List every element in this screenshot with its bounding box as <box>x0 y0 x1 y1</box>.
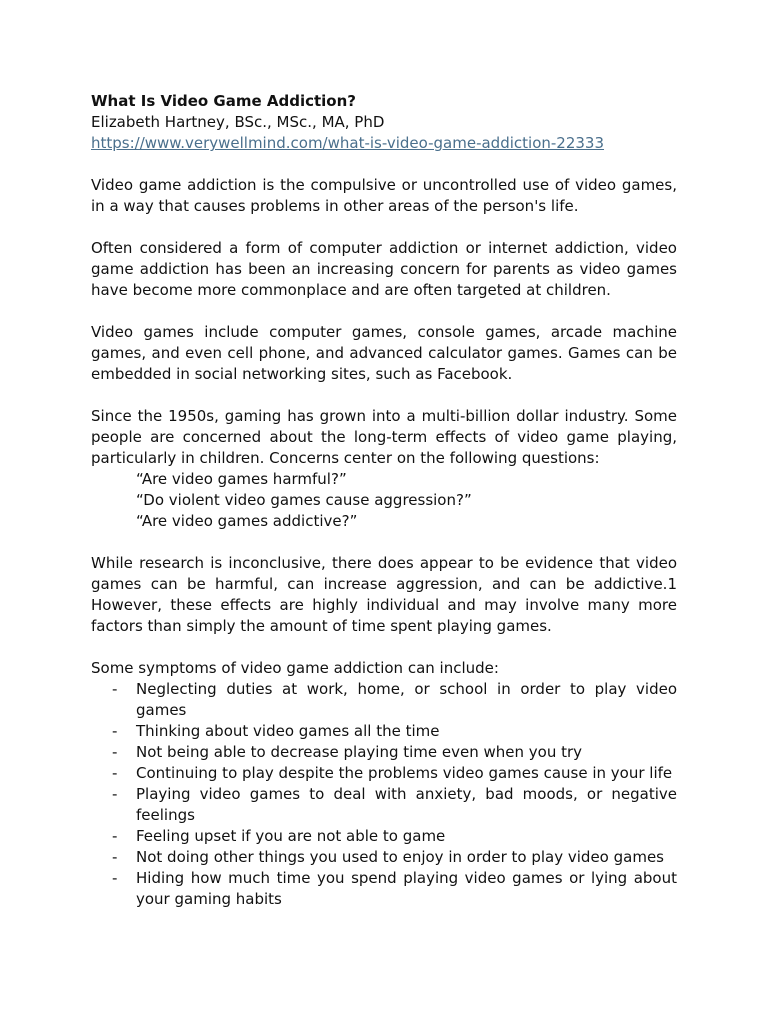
question-line: “Are video games harmful?” <box>136 470 347 488</box>
document-title: What Is Video Game Addiction? <box>91 92 356 110</box>
source-link[interactable]: https://www.verywellmind.com/what-is-video-game-addiction-22333 <box>91 134 605 152</box>
list-item <box>91 784 677 826</box>
list-bullet: - <box>112 785 118 803</box>
list-item <box>91 721 677 742</box>
paragraph-game-types: Video games include computer games, console games, arcade machine games, and even cell phone, and advanced calculator games. Games can be embedded in social networking sites, such as Facebook. <box>91 323 677 383</box>
symptoms-list <box>91 679 677 910</box>
question-line: “Are video games addictive?” <box>136 512 358 530</box>
list-item-text: Feeling upset if you are not able to game <box>136 827 446 845</box>
list-item <box>91 742 677 763</box>
list-bullet: - <box>112 764 118 782</box>
list-bullet: - <box>112 848 118 866</box>
list-item <box>91 826 677 847</box>
list-item <box>91 847 677 868</box>
list-item-text: Hiding how much time you spend playing video games or lying about your gaming habits <box>136 869 677 908</box>
list-item <box>91 679 677 721</box>
paragraph-industry: Since the 1950s, gaming has grown into a multi-billion dollar industry. Some people are concerned about the long-term effects of video game playing, particularly in children. Concerns center on the following questions: <box>91 407 677 467</box>
author-line: Elizabeth Hartney, BSc., MSc., MA, PhD <box>91 113 385 131</box>
list-item-text: Neglecting duties at work, home, or school in order to play video games <box>136 680 677 719</box>
symptoms-intro: Some symptoms of video game addiction can include: <box>91 659 499 677</box>
list-item <box>91 763 677 784</box>
paragraph-research: While research is inconclusive, there does appear to be evidence that video games can be harmful, can increase aggression, and can be addictive.1 However, these effects are highly individual and may involve many more factors than simply the amount of time spent playing games. <box>91 554 677 635</box>
paragraph-definition: Video game addiction is the compulsive or uncontrolled use of video games, in a way that causes problems in other areas of the person's life. <box>91 176 677 215</box>
list-item-text: Thinking about video games all the time <box>136 722 440 740</box>
list-bullet: - <box>112 722 118 740</box>
list-item-text: Not doing other things you used to enjoy in order to play video games <box>136 848 664 866</box>
list-item <box>91 868 677 910</box>
question-line: “Do violent video games cause aggression?” <box>136 491 472 509</box>
list-bullet: - <box>112 680 118 698</box>
list-item-text: Not being able to decrease playing time even when you try <box>136 743 583 761</box>
list-bullet: - <box>112 869 118 887</box>
list-item-text: Continuing to play despite the problems video games cause in your life <box>136 764 673 782</box>
list-item-text: Playing video games to deal with anxiety, bad moods, or negative feelings <box>136 785 677 824</box>
list-bullet: - <box>112 743 118 761</box>
list-bullet: - <box>112 827 118 845</box>
paragraph-computer-addiction: Often considered a form of computer addiction or internet addiction, video game addiction has been an increasing concern for parents as video games have become more commonplace and are often targeted at children. <box>91 239 677 299</box>
